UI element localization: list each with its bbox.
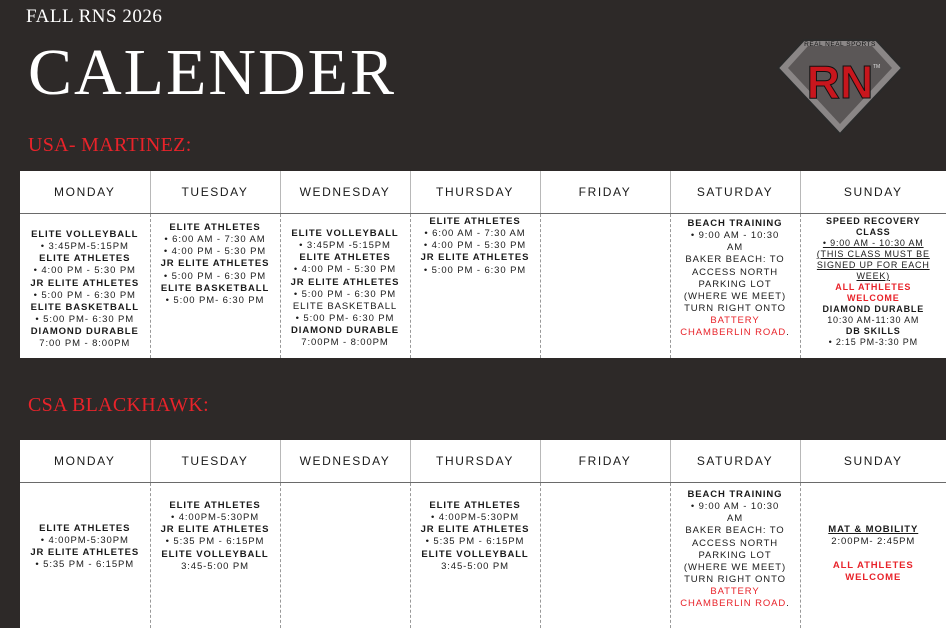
welcome-note: WELCOME	[845, 572, 902, 584]
day-header-friday: FRIDAY	[540, 171, 670, 214]
class-name: ELITE ATHLETES	[299, 252, 391, 264]
class-name: ELITE VOLLEYBALL	[161, 548, 269, 560]
class-time: • 5:00 PM- 6:30 PM	[35, 314, 135, 326]
directions-text: PARKING LOT	[698, 278, 772, 290]
cell-wednesday	[280, 214, 410, 358]
class-time: • 6:00 AM - 7:30 AM	[424, 228, 526, 240]
logo-text: REAL NEAL SPORTS	[804, 41, 876, 48]
day-header-wednesday: WEDNESDAY	[280, 440, 410, 483]
class-time: 10:30 AM-11:30 AM	[827, 314, 920, 325]
class-name: DIAMOND DURABLE	[30, 326, 139, 338]
class-time: • 3:45PM-5:15PM	[40, 241, 129, 253]
day-header-saturday: SATURDAY	[670, 171, 800, 214]
day-header-friday: FRIDAY	[540, 440, 670, 483]
cell-thursday	[410, 214, 540, 358]
class-time: AM	[726, 242, 744, 254]
class-name: JR ELITE ATHLETES	[420, 252, 530, 264]
class-name: SPEED RECOVERY	[826, 216, 921, 226]
class-time: • 5:00 PM- 6:30 PM	[165, 294, 265, 306]
class-time: • 6:00 AM - 7:30 AM	[164, 234, 266, 246]
class-name: JR ELITE ATHLETES	[420, 524, 530, 536]
class-time: • 9:00 AM - 10:30	[690, 230, 780, 242]
class-time: • 4:00 PM - 5:30 PM	[33, 265, 136, 277]
class-name: ELITE ATHLETES	[429, 500, 521, 511]
class-name: ELITE BASKETBALL	[292, 300, 398, 312]
road-name: BATTERY	[710, 586, 760, 598]
class-name: ELITE BASKETBALL	[30, 301, 139, 313]
class-name: ELITE VOLLEYBALL	[421, 548, 529, 560]
class-note: WEEK)	[856, 270, 890, 281]
road-name: CHAMBERLIN ROAD	[680, 327, 787, 339]
class-name: ELITE BASKETBALL	[160, 282, 270, 294]
cell-monday	[20, 483, 150, 628]
day-header-tuesday: TUESDAY	[150, 171, 280, 214]
day-header-monday: MONDAY	[20, 171, 150, 214]
day-header-row	[20, 171, 946, 214]
schedule-table-usa	[20, 171, 946, 358]
directions-text: ACCESS NORTH	[691, 266, 779, 278]
class-name: JR ELITE ATHLETES	[30, 547, 140, 559]
class-name: DB SKILLS	[845, 325, 901, 336]
class-time: 2:00PM- 2:45PM	[831, 536, 916, 548]
day-header-thursday: THURSDAY	[410, 171, 540, 214]
road-name: BATTERY	[710, 315, 760, 327]
day-header-saturday: SATURDAY	[670, 440, 800, 483]
class-time: • 5:00 PM - 6:30 PM	[423, 264, 527, 276]
cell-friday	[540, 214, 670, 358]
class-time: • 4:00 PM - 5:30 PM	[423, 240, 527, 252]
class-time: • 5:35 PM - 6:15PM	[425, 536, 525, 548]
class-name: ELITE ATHLETES	[169, 500, 261, 511]
class-name: JR ELITE ATHLETES	[160, 524, 270, 536]
directions-text: PARKING LOT	[698, 549, 772, 561]
class-name: ELITE ATHLETES	[429, 216, 521, 227]
class-time: • 5:00 PM- 6:30 PM	[295, 313, 395, 325]
cell-sunday	[800, 214, 946, 358]
class-name: BEACH TRAINING	[687, 489, 783, 500]
day-header-row	[20, 440, 946, 483]
class-name: CLASS	[855, 226, 891, 237]
class-name: ELITE ATHLETES	[39, 253, 131, 265]
schedule-row	[20, 483, 946, 628]
cell-tuesday	[150, 483, 280, 628]
class-name: ELITE ATHLETES	[39, 523, 131, 534]
section-heading-csa: CSA BLACKHAWK:	[28, 394, 209, 416]
schedule-row	[20, 214, 946, 358]
class-name: ELITE ATHLETES	[169, 222, 261, 233]
class-name: DIAMOND DURABLE	[822, 303, 924, 314]
real-neal-sports-logo	[776, 38, 904, 136]
period: .	[786, 598, 790, 610]
directions-text: BAKER BEACH: TO	[685, 525, 785, 537]
day-header-sunday: SUNDAY	[800, 171, 946, 214]
cell-sunday	[800, 483, 946, 628]
class-name: JR ELITE ATHLETES	[160, 258, 270, 270]
cell-tuesday	[150, 214, 280, 358]
class-time: • 2:15 PM-3:30 PM	[828, 336, 918, 347]
day-header-wednesday: WEDNESDAY	[280, 171, 410, 214]
section-heading-usa: USA- MARTINEZ:	[28, 134, 192, 156]
directions-text: BAKER BEACH: TO	[685, 254, 785, 266]
class-name: ELITE VOLLEYBALL	[291, 228, 399, 239]
class-time: • 9:00 AM - 10:30 AM	[822, 237, 924, 248]
cell-wednesday	[280, 483, 410, 628]
page-title: CALENDER	[28, 36, 396, 109]
directions-text: (WHERE WE MEET)	[683, 290, 787, 302]
welcome-note: ALL ATHLETES	[832, 560, 914, 572]
class-time: • 5:35 PM - 6:15PM	[35, 559, 135, 571]
class-time: • 4:00 PM - 5:30 PM	[163, 246, 267, 258]
class-name: BEACH TRAINING	[687, 218, 783, 229]
class-name: JR ELITE ATHLETES	[290, 276, 400, 288]
class-time: • 3:45PM -5:15PM	[299, 240, 391, 252]
cell-friday	[540, 483, 670, 628]
day-header-monday: MONDAY	[20, 440, 150, 483]
day-header-sunday: SUNDAY	[800, 440, 946, 483]
class-time: • 9:00 AM - 10:30	[690, 501, 780, 513]
logo-tm: TM	[873, 64, 881, 70]
road-name: CHAMBERLIN ROAD	[680, 598, 787, 610]
class-name: ELITE VOLLEYBALL	[31, 229, 139, 240]
cell-thursday	[410, 483, 540, 628]
class-time: 3:45-5:00 PM	[441, 560, 509, 572]
class-time: AM	[726, 513, 744, 525]
class-time: • 5:35 PM - 6:15PM	[165, 536, 265, 548]
class-name: MAT & MOBILITY	[828, 524, 919, 535]
class-name: DIAMOND DURABLE	[291, 325, 399, 337]
directions-text: ACCESS NORTH	[691, 537, 779, 549]
logo-letters: RN	[806, 56, 874, 108]
day-header-thursday: THURSDAY	[410, 440, 540, 483]
day-header-tuesday: TUESDAY	[150, 440, 280, 483]
class-time: 3:45-5:00 PM	[181, 560, 249, 572]
welcome-note: ALL ATHLETES	[835, 281, 912, 292]
cell-saturday	[670, 214, 800, 358]
cell-saturday	[670, 483, 800, 628]
directions-text: TURN RIGHT ONTO	[684, 303, 786, 315]
class-note: (THIS CLASS MUST BE	[816, 248, 930, 259]
class-time: • 4:00PM-5:30PM	[430, 512, 520, 524]
directions-text: (WHERE WE MEET)	[683, 561, 787, 573]
class-time: 7:00PM - 8:00PM	[301, 337, 389, 349]
class-time: • 4:00PM-5:30PM	[40, 535, 129, 547]
class-name: JR ELITE ATHLETES	[30, 277, 140, 289]
period: .	[786, 327, 790, 339]
page-subtitle: FALL RNS 2026	[26, 6, 163, 27]
class-time: • 5:00 PM - 6:30 PM	[33, 289, 136, 301]
schedule-table-csa	[20, 440, 946, 628]
class-time: • 5:00 PM - 6:30 PM	[293, 288, 397, 300]
directions-text: TURN RIGHT ONTO	[684, 574, 786, 586]
class-note: SIGNED UP FOR EACH	[816, 259, 930, 270]
class-time: • 5:00 PM - 6:30 PM	[163, 270, 267, 282]
cell-monday	[20, 214, 150, 358]
class-time: 7:00 PM - 8:00PM	[39, 338, 131, 350]
welcome-note: WELCOME	[846, 292, 900, 303]
class-time: • 4:00 PM - 5:30 PM	[293, 264, 397, 276]
class-time: • 4:00PM-5:30PM	[170, 512, 260, 524]
